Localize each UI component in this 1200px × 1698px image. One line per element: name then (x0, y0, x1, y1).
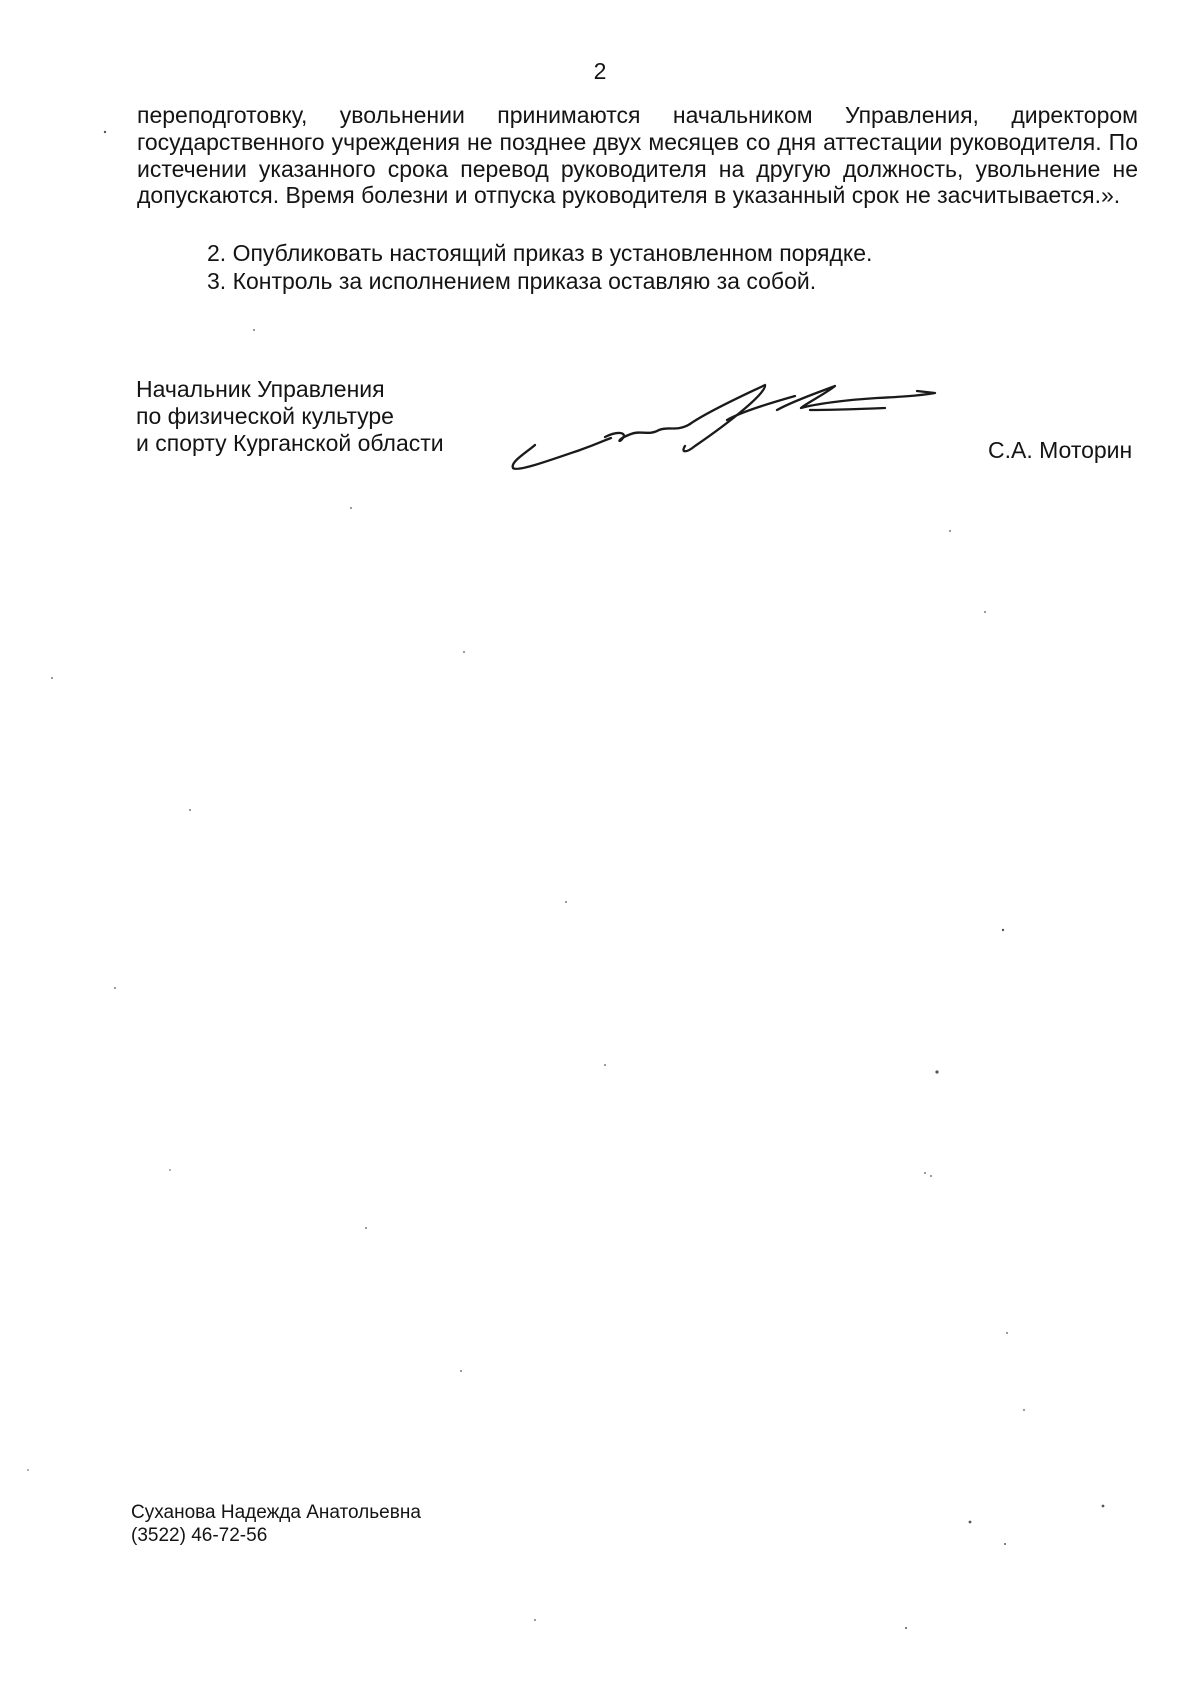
position-line-2: по физической культуре (136, 402, 394, 429)
order-item-3: 3. Контроль за исполнением приказа оставляю за собой. (207, 268, 817, 294)
executor-name: Суханова Надежда Анатольевна (131, 1502, 421, 1523)
handwritten-signature (505, 380, 945, 480)
continuation-paragraph: переподготовку, увольнении принимаются начальником Управления, директором государственного учреждения не позднее двух месяцев со дня аттестации руководителя. По истечении указанного срока перевод руководителя на другую должность, увольнение не допускаются. Время болезни и отпуска руководителя в указанный срок не засчитывается.». (137, 102, 1138, 209)
order-item-2: 2. Опубликовать настоящий приказ в установленном порядке. (207, 240, 873, 266)
page-number: 2 (593, 58, 607, 84)
executor-info (131, 1501, 421, 1547)
executor-phone: (3522) 46-72-56 (131, 1525, 268, 1546)
position-line-1: Начальник Управления (136, 376, 385, 402)
position-line-3: и спорту Курганской области (136, 429, 444, 456)
signer-name: С.А. Моторин (988, 437, 1133, 463)
signatory-position (136, 376, 444, 456)
